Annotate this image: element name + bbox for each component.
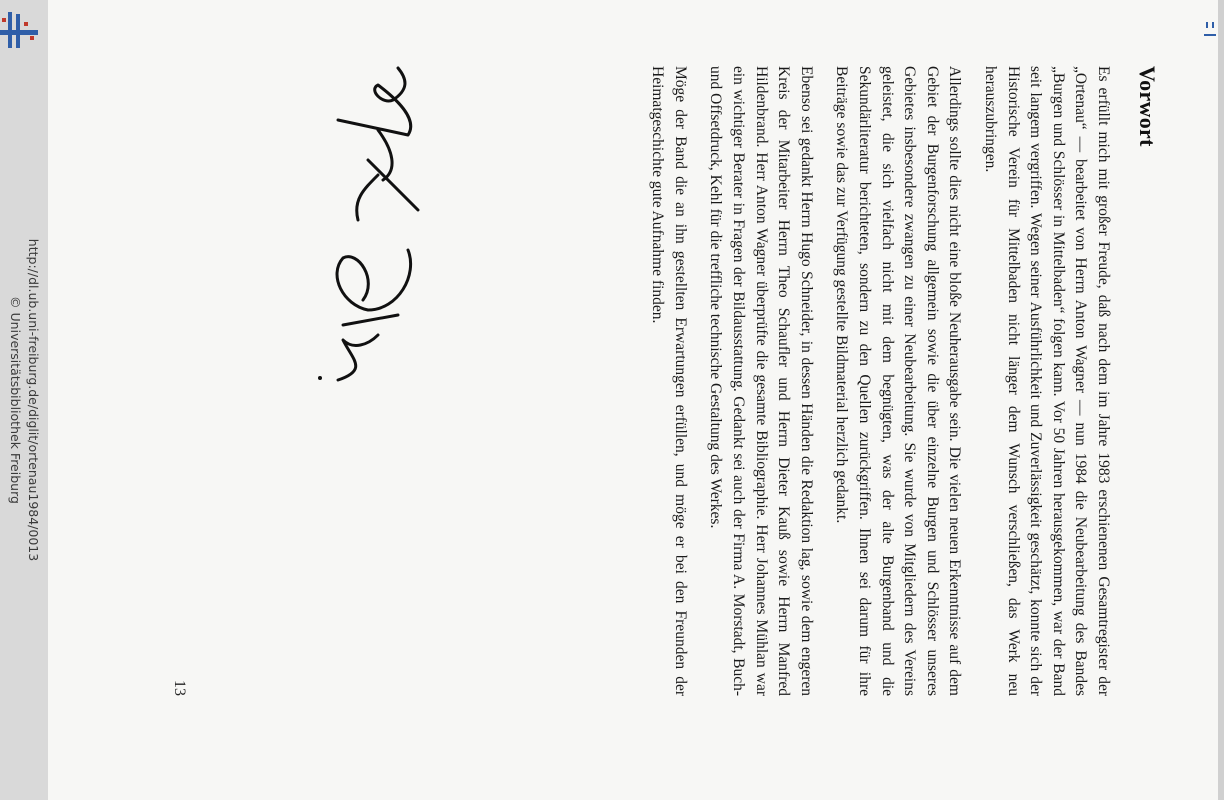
watermark-url: http://dl.ub.uni-freiburg.de/diglit/ortenau1984/0013 [26, 238, 41, 562]
library-logo-icon [0, 10, 44, 50]
body-text [633, 66, 1114, 696]
source-watermark [6, 239, 42, 561]
signature-icon [288, 60, 438, 390]
sidebar [0, 0, 48, 800]
paragraph-2: Allerdings sollte dies nicht eine bloße Neuherausgabe sein. Die vielen neuen Erkenntnisse auf dem Gebiet der Burgenforschung allgemein sowie die über einzelne Burgen und Schlösser unseres Gebietes insbesondere zwangen zu einer Neubearbeitung. Sie wurde von Mitgliedern des Vereins geleistet, die sich vielfach nicht mit dem begnügten, was der alte Burgenband und die Sekundärliteratur berichteten, sondern zu den Quellen zurückgriffen. Ihnen sei darum für ihre Beiträge sowie das zur Verfügung gestellte Bildmaterial herzlich gedankt. [833, 66, 964, 696]
paragraph-1: Es erfüllt mich mit großer Freude, daß nach dem im Jahre 1983 erschienenen Gesamtregister der „Ortenau“ — bearbeitet von Herrn Anton Wagner — nun 1984 die Neubearbeitung des Bandes „Burgen und Schlösser in Mittelbaden“ folgen kann. Vor 50 Jahren herausgekommen, war der Band seit langem vergriffen. Wegen seiner Ausführlichkeit und Zuverlässigkeit geschätzt, konnte sich der Historische Verein für Mittelbaden nicht länger dem Wunsch verschließen, das Werk neu herauszubringen. [982, 66, 1112, 696]
corner-marks-icon [1204, 20, 1218, 40]
watermark-copyright: © Universitätsbibliothek Freiburg [8, 296, 23, 504]
scanned-page [48, 0, 1218, 800]
paragraph-4: Möge der Band die an ihn gestellten Erwartungen erfüllen, und möge er bei den Freunden der Heimatgeschichte gute Aufnahme finden. [649, 66, 689, 696]
page-number: 13 [171, 680, 188, 696]
page-edge [1218, 0, 1224, 800]
paragraph-3: Ebenso sei gedankt Herrn Hugo Schneider, in dessen Händen die Redaktion lag, sowie dem engeren Kreis der Mitarbeiter Herrn Theo Schaufler und Herrn Dieter Kauß sowie Herrn Manfred Hildenbrand. Herr Anton Wagner überprüfte die gesamte Bibliographie. Herr Johannes Mühlan war ein wichtiger Berater in Fragen der Bildausstattung. Gedankt sei auch der Firma A. Morstadt, Buch- und Offsetdruck, Kehl für die treffliche technische Gestaltung des Werkes. [707, 66, 815, 696]
page-content [48, 0, 1218, 800]
page-title: Vorwort [1135, 66, 1160, 147]
